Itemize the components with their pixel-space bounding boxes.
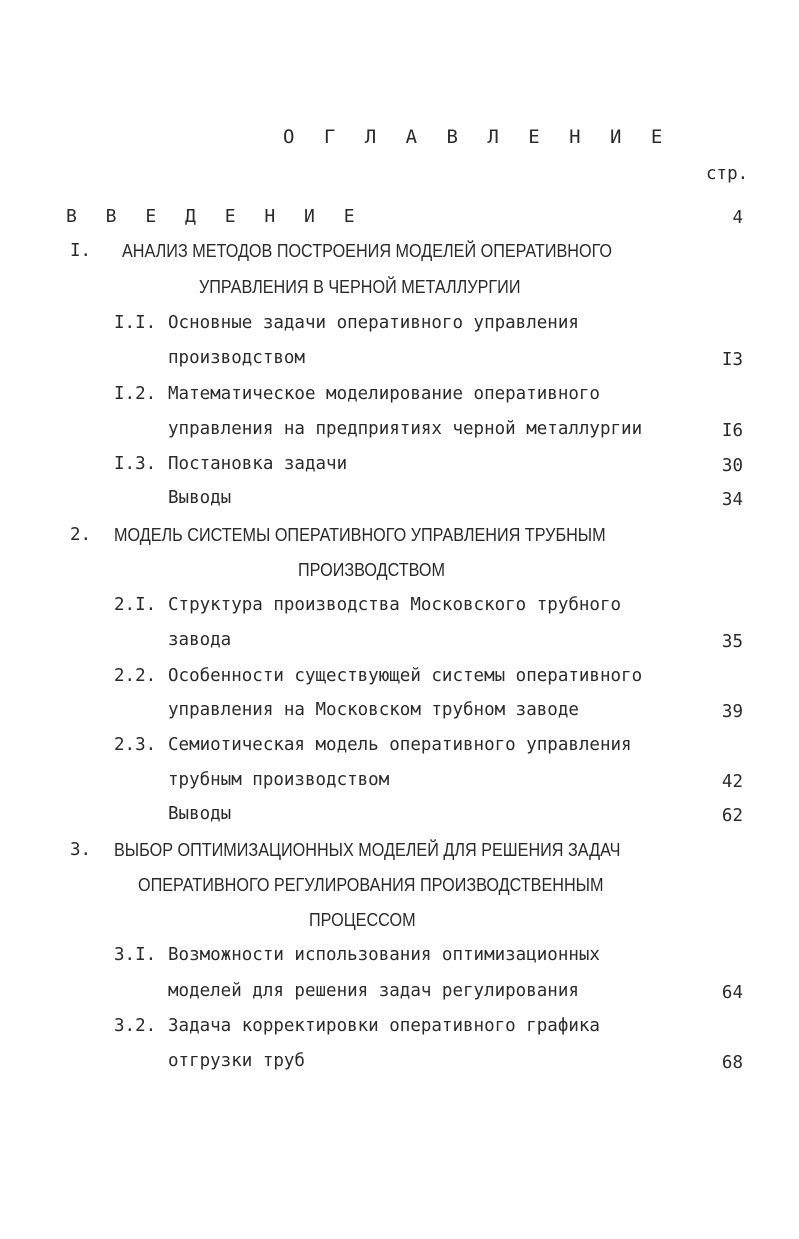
section-2-1-title-line-1: Структура производства Московского трубного [168,595,622,615]
chapter-1-conclusions: Выводы [168,488,232,508]
section-3-1-title-line-1: Возможности использования оптимизационных [168,945,600,965]
chapter-1-title-line-2: УПРАВЛЕНИЯ В ЧЕРНОЙ МЕТАЛЛУРГИИ [199,277,521,297]
section-3-2-title-line-1: Задача корректировки оперативного графика [168,1016,600,1036]
section-1-3-number: I.3. [114,454,157,474]
chapter-2-title-line-1: МОДЕЛЬ СИСТЕМЫ ОПЕРАТИВНОГО УПРАВЛЕНИЯ ТРУБНЫМ [114,525,606,545]
section-2-1-number: 2.I. [114,595,157,615]
chapter-3-title-line-2: ОПЕРАТИВНОГО РЕГУЛИРОВАНИЯ ПРОИЗВОДСТВЕННЫМ [138,875,604,895]
chapter-3-title-line-3: ПРОЦЕССОМ [309,910,416,930]
section-2-2-page: 39 [721,702,743,722]
chapter-2-conclusions-page: 62 [721,806,743,826]
intro-label: В В Е Д Е Н И Е [66,206,364,227]
section-2-3-title-line-2: трубным производством [168,770,390,790]
section-1-2-number: I.2. [114,384,157,404]
chapter-2-title-line-2: ПРОИЗВОДСТВОМ [298,560,446,580]
section-1-3-page: 30 [721,456,743,476]
chapter-1-title-line-1: АНАЛИЗ МЕТОДОВ ПОСТРОЕНИЯ МОДЕЛЕЙ ОПЕРАТИВНОГО [122,241,613,261]
section-2-3-title-line-1: Семиотическая модель оперативного управления [168,735,632,755]
section-1-1-title-line-2: производством [168,348,305,368]
chapter-3-number: 3. [70,840,92,860]
chapter-2-conclusions: Выводы [168,804,232,824]
section-1-1-title-line-1: Основные задачи оперативного управления [168,313,579,333]
section-3-1-page: 64 [721,983,743,1003]
section-2-2-title-line-2: управления на Московском трубном заводе [168,700,579,720]
section-2-3-page: 42 [721,772,743,792]
page-title: О Г Л А В Л Е Н И Е [283,126,672,148]
section-2-1-page: 35 [721,632,743,652]
section-3-2-number: 3.2. [114,1016,157,1036]
section-2-2-title-line-1: Особенности существующей системы оперативного [168,666,643,686]
section-3-2-page: 68 [721,1053,743,1073]
section-1-3-title: Постановка задачи [168,454,348,474]
section-2-3-number: 2.3. [114,735,157,755]
chapter-2-number: 2. [70,525,92,545]
section-1-1-number: I.I. [114,313,157,333]
section-1-2-page: I6 [721,421,743,441]
page-column-label: стр. [706,164,749,184]
section-2-2-number: 2.2. [114,666,157,686]
chapter-1-conclusions-page: 34 [721,490,743,510]
section-1-1-page: I3 [721,350,743,370]
section-3-2-title-line-2: отгрузки труб [168,1051,305,1071]
section-1-2-title-line-1: Математическое моделирование оперативного [168,384,600,404]
section-1-2-title-line-2: управления на предприятиях черной металлургии [168,419,643,439]
section-3-1-title-line-2: моделей для решения задач регулирования [168,981,579,1001]
chapter-1-number: I. [70,241,92,261]
section-2-1-title-line-2: завода [168,630,232,650]
chapter-3-title-line-1: ВЫБОР ОПТИМИЗАЦИОННЫХ МОДЕЛЕЙ ДЛЯ РЕШЕНИЯ ЗАДАЧ [114,840,621,860]
intro-page: 4 [732,208,743,228]
section-3-1-number: 3.I. [114,945,157,965]
